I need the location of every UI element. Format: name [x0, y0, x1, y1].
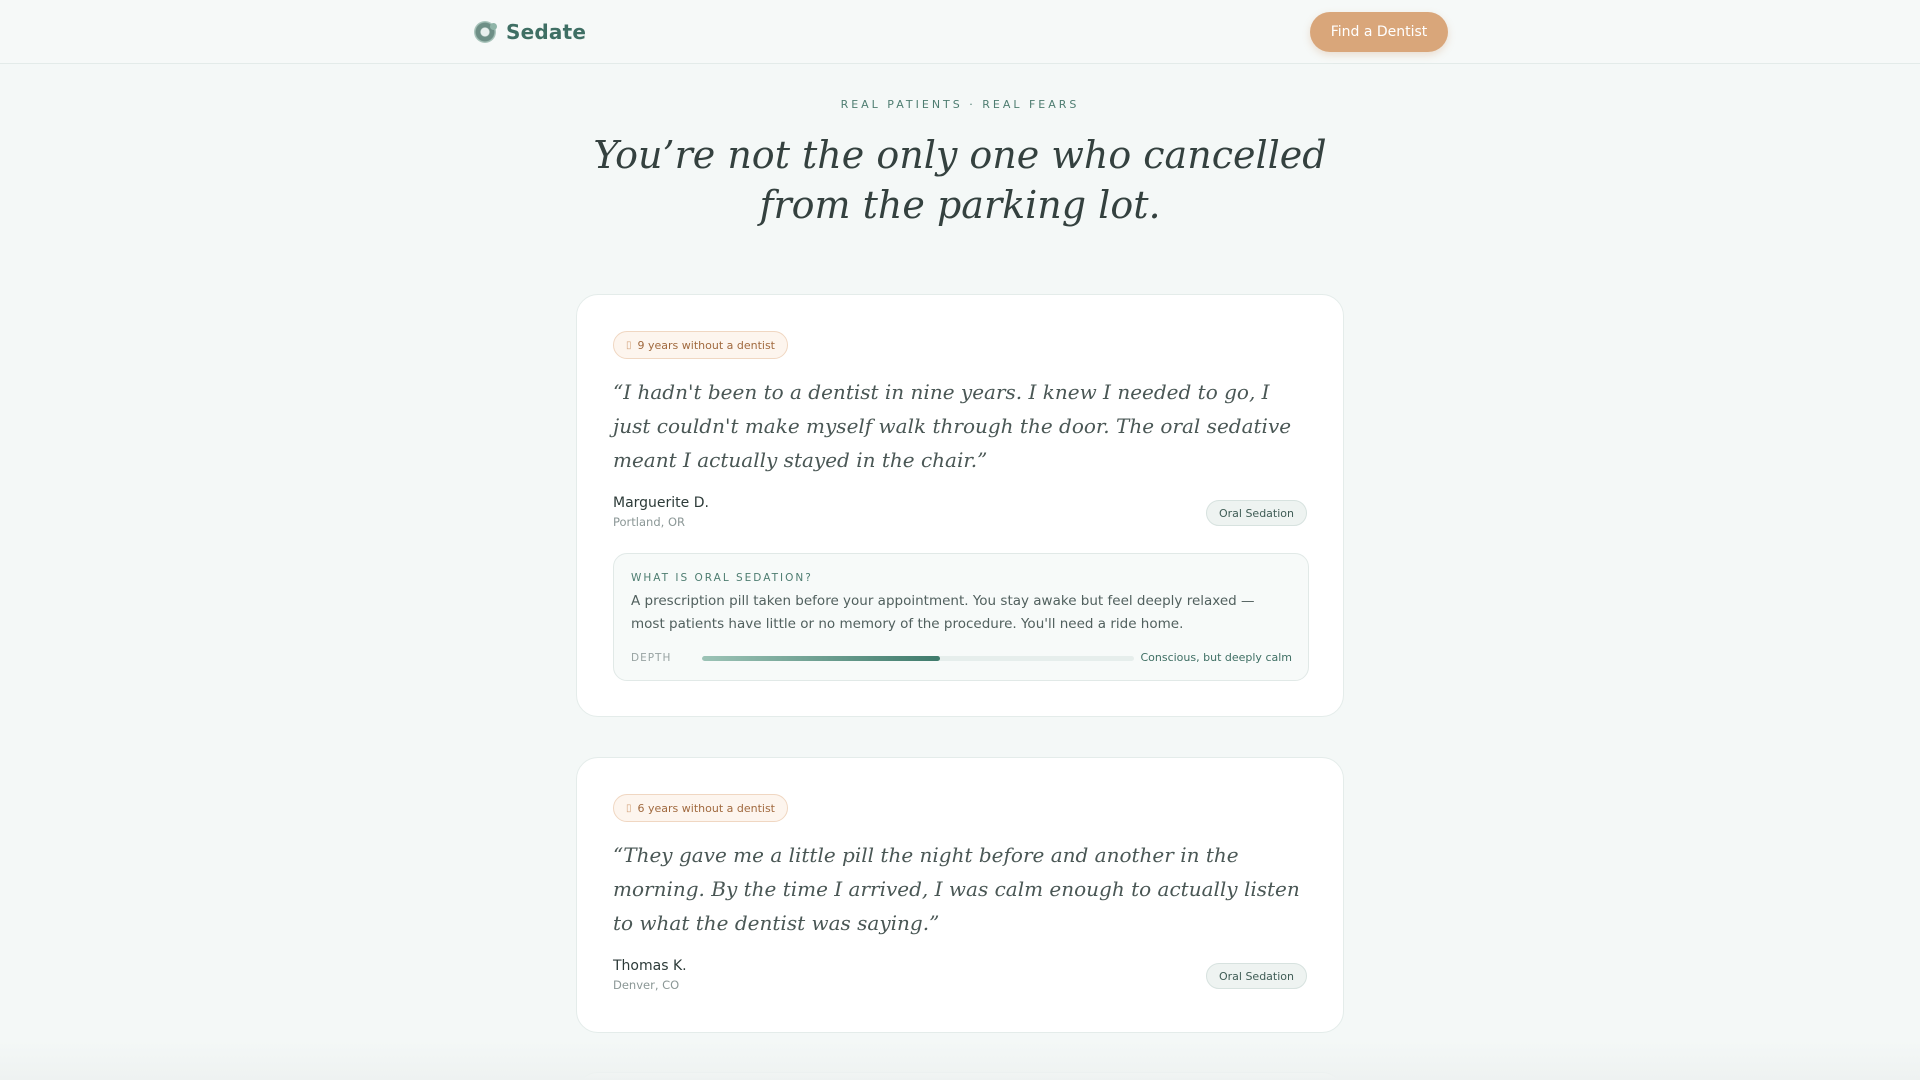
calendar-icon: ▯: [626, 339, 632, 351]
depth-label: DEPTH: [631, 652, 672, 664]
depth-value: Conscious, but deeply calm: [1140, 651, 1292, 664]
testimonial-location: Denver, CO: [613, 978, 680, 992]
testimonial-quote: “I hadn't been to a dentist in nine years. I knew I needed to go, I just couldn't make myself walk through the door. The oral sedative meant I actually stayed in the chair.”: [613, 380, 1292, 472]
sedation-info-box: [613, 553, 1309, 681]
testimonial-card: [576, 294, 1344, 717]
calendar-icon: ▯: [626, 802, 632, 814]
page-headline: You’re not the only one who cancelled from the parking lot.: [593, 133, 1327, 227]
top-navigation: [0, 0, 1920, 64]
info-description: A prescription pill taken before your appointment. You stay awake but feel deeply relaxed — most patients have little or no memory of the procedure. You'll need a ride home.: [631, 593, 1255, 632]
years-without-dentist-badge: [613, 794, 788, 822]
bottom-fade: [0, 1040, 1920, 1080]
info-title: WHAT IS ORAL SEDATION?: [631, 572, 813, 584]
section-eyebrow: REAL PATIENTS · REAL FEARS: [840, 98, 1080, 111]
testimonial-author: Marguerite D.: [613, 495, 709, 511]
testimonial-card: [576, 757, 1344, 1033]
sedate-logo-icon: [474, 21, 496, 43]
badge-label: 9 years without a dentist: [637, 338, 775, 352]
brand-name: Sedate: [506, 20, 587, 44]
badge-label: 6 years without a dentist: [637, 801, 775, 815]
depth-meter-fill: [702, 656, 940, 661]
testimonial-author: Thomas K.: [613, 958, 687, 974]
depth-meter: [702, 656, 1134, 661]
sedation-type-tag[interactable]: Oral Sedation: [1206, 500, 1307, 526]
testimonial-quote: “They gave me a little pill the night before and another in the morning. By the time I arrived, I was calm enough to actually listen to what the dentist was saying.”: [613, 843, 1300, 935]
find-a-dentist-button[interactable]: Find a Dentist: [1310, 12, 1448, 52]
sedation-type-tag[interactable]: Oral Sedation: [1206, 963, 1307, 989]
years-without-dentist-badge: [613, 331, 788, 359]
brand-logo[interactable]: [474, 18, 586, 46]
testimonial-location: Portland, OR: [613, 515, 685, 529]
